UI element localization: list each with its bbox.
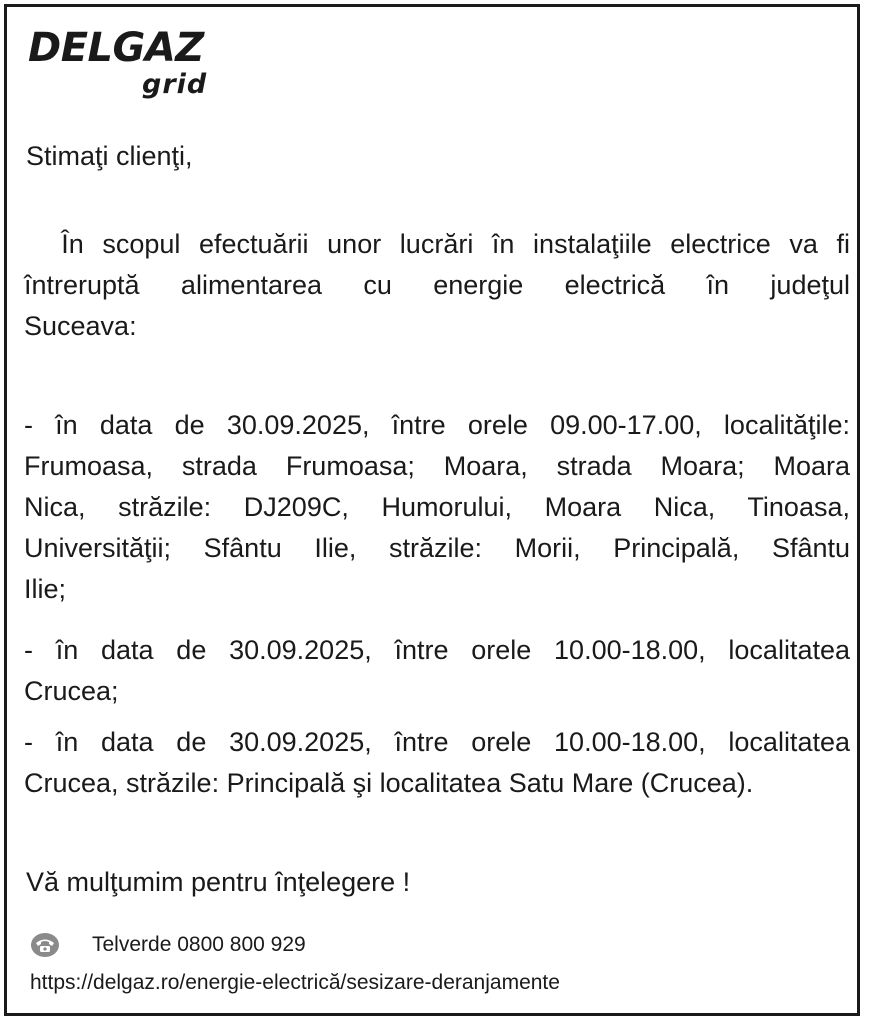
outage-line: Crucea; <box>24 676 119 706</box>
phone-number: Telverde 0800 800 929 <box>92 933 306 956</box>
telephone-icon <box>30 932 60 958</box>
delgaz-grid-logo <box>28 26 228 106</box>
intro-paragraph <box>24 224 850 347</box>
outage-item <box>24 630 850 712</box>
logo-sub: grid <box>142 69 208 100</box>
outage-line: - în data de 30.09.2025, între orele 10.00-18.00, localitatea <box>24 635 850 665</box>
logo-brand: DELGAZ <box>28 25 204 71</box>
greeting: Stimaţi clienţi, <box>26 141 193 171</box>
outage-line: - în data de 30.09.2025, între orele 09.00-17.00, localităţile: <box>24 410 850 440</box>
report-url[interactable]: https://delgaz.ro/energie-electrică/sesizare-deranjamente <box>30 971 560 994</box>
outage-line: Crucea, străzile: Principală şi localitatea Satu Mare (Crucea). <box>24 768 754 798</box>
outage-line: Frumoasa, strada Frumoasa; Moara, strada Moara; Moara <box>24 451 850 481</box>
phone-contact <box>30 930 430 962</box>
intro-line: În scopul efectuării unor lucrări în instalaţiile electrice va fi <box>24 229 850 259</box>
thank-you-note: Vă mulţumim pentru înţelegere ! <box>26 867 411 897</box>
outage-line: Nica, străzile: DJ209C, Humorului, Moara Nica, Tinoasa, <box>24 492 850 522</box>
outage-line: Universităţii; Sfântu Ilie, străzile: Morii, Principală, Sfântu <box>24 533 850 563</box>
intro-line: întreruptă alimentarea cu energie electrică în judeţul <box>24 270 850 300</box>
outage-line: - în data de 30.09.2025, între orele 10.00-18.00, localitatea <box>24 727 850 757</box>
intro-line: Suceava: <box>24 311 137 341</box>
outage-item <box>24 405 850 610</box>
outage-item <box>24 722 850 804</box>
outage-line: Ilie; <box>24 574 67 604</box>
